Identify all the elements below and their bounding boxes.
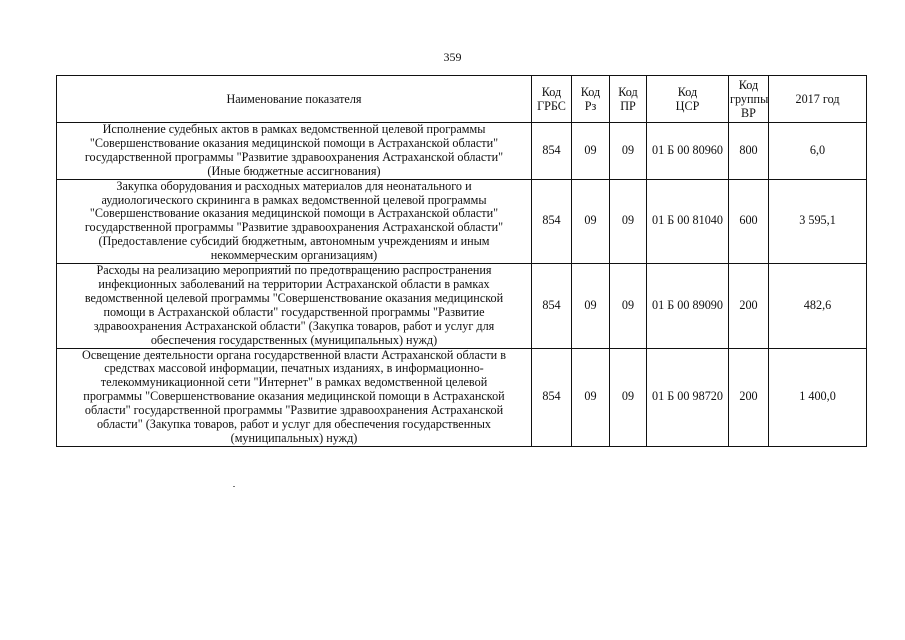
table-row [57, 264, 867, 348]
row-csr: 01 Б 00 80960 [647, 123, 729, 180]
row-grbs: 854 [532, 348, 572, 446]
row-csr: 01 Б 00 98720 [647, 348, 729, 446]
row-grbs: 854 [532, 123, 572, 180]
row-pr: 09 [610, 264, 647, 348]
header-rz: Код Рз [572, 76, 610, 123]
header-name: Наименование показателя [57, 76, 532, 123]
row-amount: 482,6 [769, 264, 867, 348]
header-csr: Код ЦСР [647, 76, 729, 123]
row-name: Освещение деятельности органа государственной власти Астраханской области в средствах массовой информации, печатных изданиях, в информационно- телекоммуникационной сети "Интернет" в рамках ведомственной целевой программы "Совершенствование оказания медицинской помощи в Астраханской области" государственной программы "Развитие здравоохранения Астраханской области" (Закупка товаров, работ и услуг для обеспечения государственных (муниципальных) нужд) [57, 348, 532, 446]
row-vr: 200 [729, 264, 769, 348]
row-vr: 800 [729, 123, 769, 180]
row-rz: 09 [572, 264, 610, 348]
row-name: Исполнение судебных актов в рамках ведомственной целевой программы "Совершенствование оказания медицинской помощи в Астраханской области" государственной программы "Развитие здравоохранения Астраханской области" (Иные бюджетные ассигнования) [57, 123, 532, 180]
row-pr: 09 [610, 348, 647, 446]
row-rz: 09 [572, 179, 610, 263]
row-csr: 01 Б 00 89090 [647, 264, 729, 348]
row-pr: 09 [610, 179, 647, 263]
header-pr: Код ПР [610, 76, 647, 123]
row-pr: 09 [610, 123, 647, 180]
row-amount: 3 595,1 [769, 179, 867, 263]
row-csr: 01 Б 00 81040 [647, 179, 729, 263]
row-amount: 1 400,0 [769, 348, 867, 446]
row-rz: 09 [572, 348, 610, 446]
row-grbs: 854 [532, 264, 572, 348]
page-number: 359 [443, 50, 462, 64]
row-grbs: 854 [532, 179, 572, 263]
table-row [57, 348, 867, 446]
header-grbs: Код ГРБС [532, 76, 572, 123]
header-vr: Код группы ВР [729, 76, 769, 123]
row-rz: 09 [572, 123, 610, 180]
row-amount: 6,0 [769, 123, 867, 180]
table-row [57, 123, 867, 180]
row-vr: 600 [729, 179, 769, 263]
row-name: Расходы на реализацию мероприятий по предотвращению распространения инфекционных заболеваний на территории Астраханской области в рамках ведомственной целевой программы "Совершенствование оказания медицинской помощи в Астраханской области" государственной программы "Развитие здравоохранения Астраханской области" (Закупка товаров, работ и услуг для обеспечения государственных (муниципальных) нужд) [57, 264, 532, 348]
row-vr: 200 [729, 348, 769, 446]
table-header-row [57, 76, 867, 123]
table-row [57, 179, 867, 263]
scan-speck [233, 486, 235, 487]
budget-table [56, 75, 867, 447]
row-name: Закупка оборудования и расходных материалов для неонатального и аудиологического скрининга в рамках ведомственной целевой программы "Совершенствование оказания медицинской помощи в Астраханской области" государственной программы "Развитие здравоохранения Астраханской области" (Предоставление субсидий бюджетным, автономным учреждениям и иным некоммерческим организациям) [57, 179, 532, 263]
header-year: 2017 год [769, 76, 867, 123]
